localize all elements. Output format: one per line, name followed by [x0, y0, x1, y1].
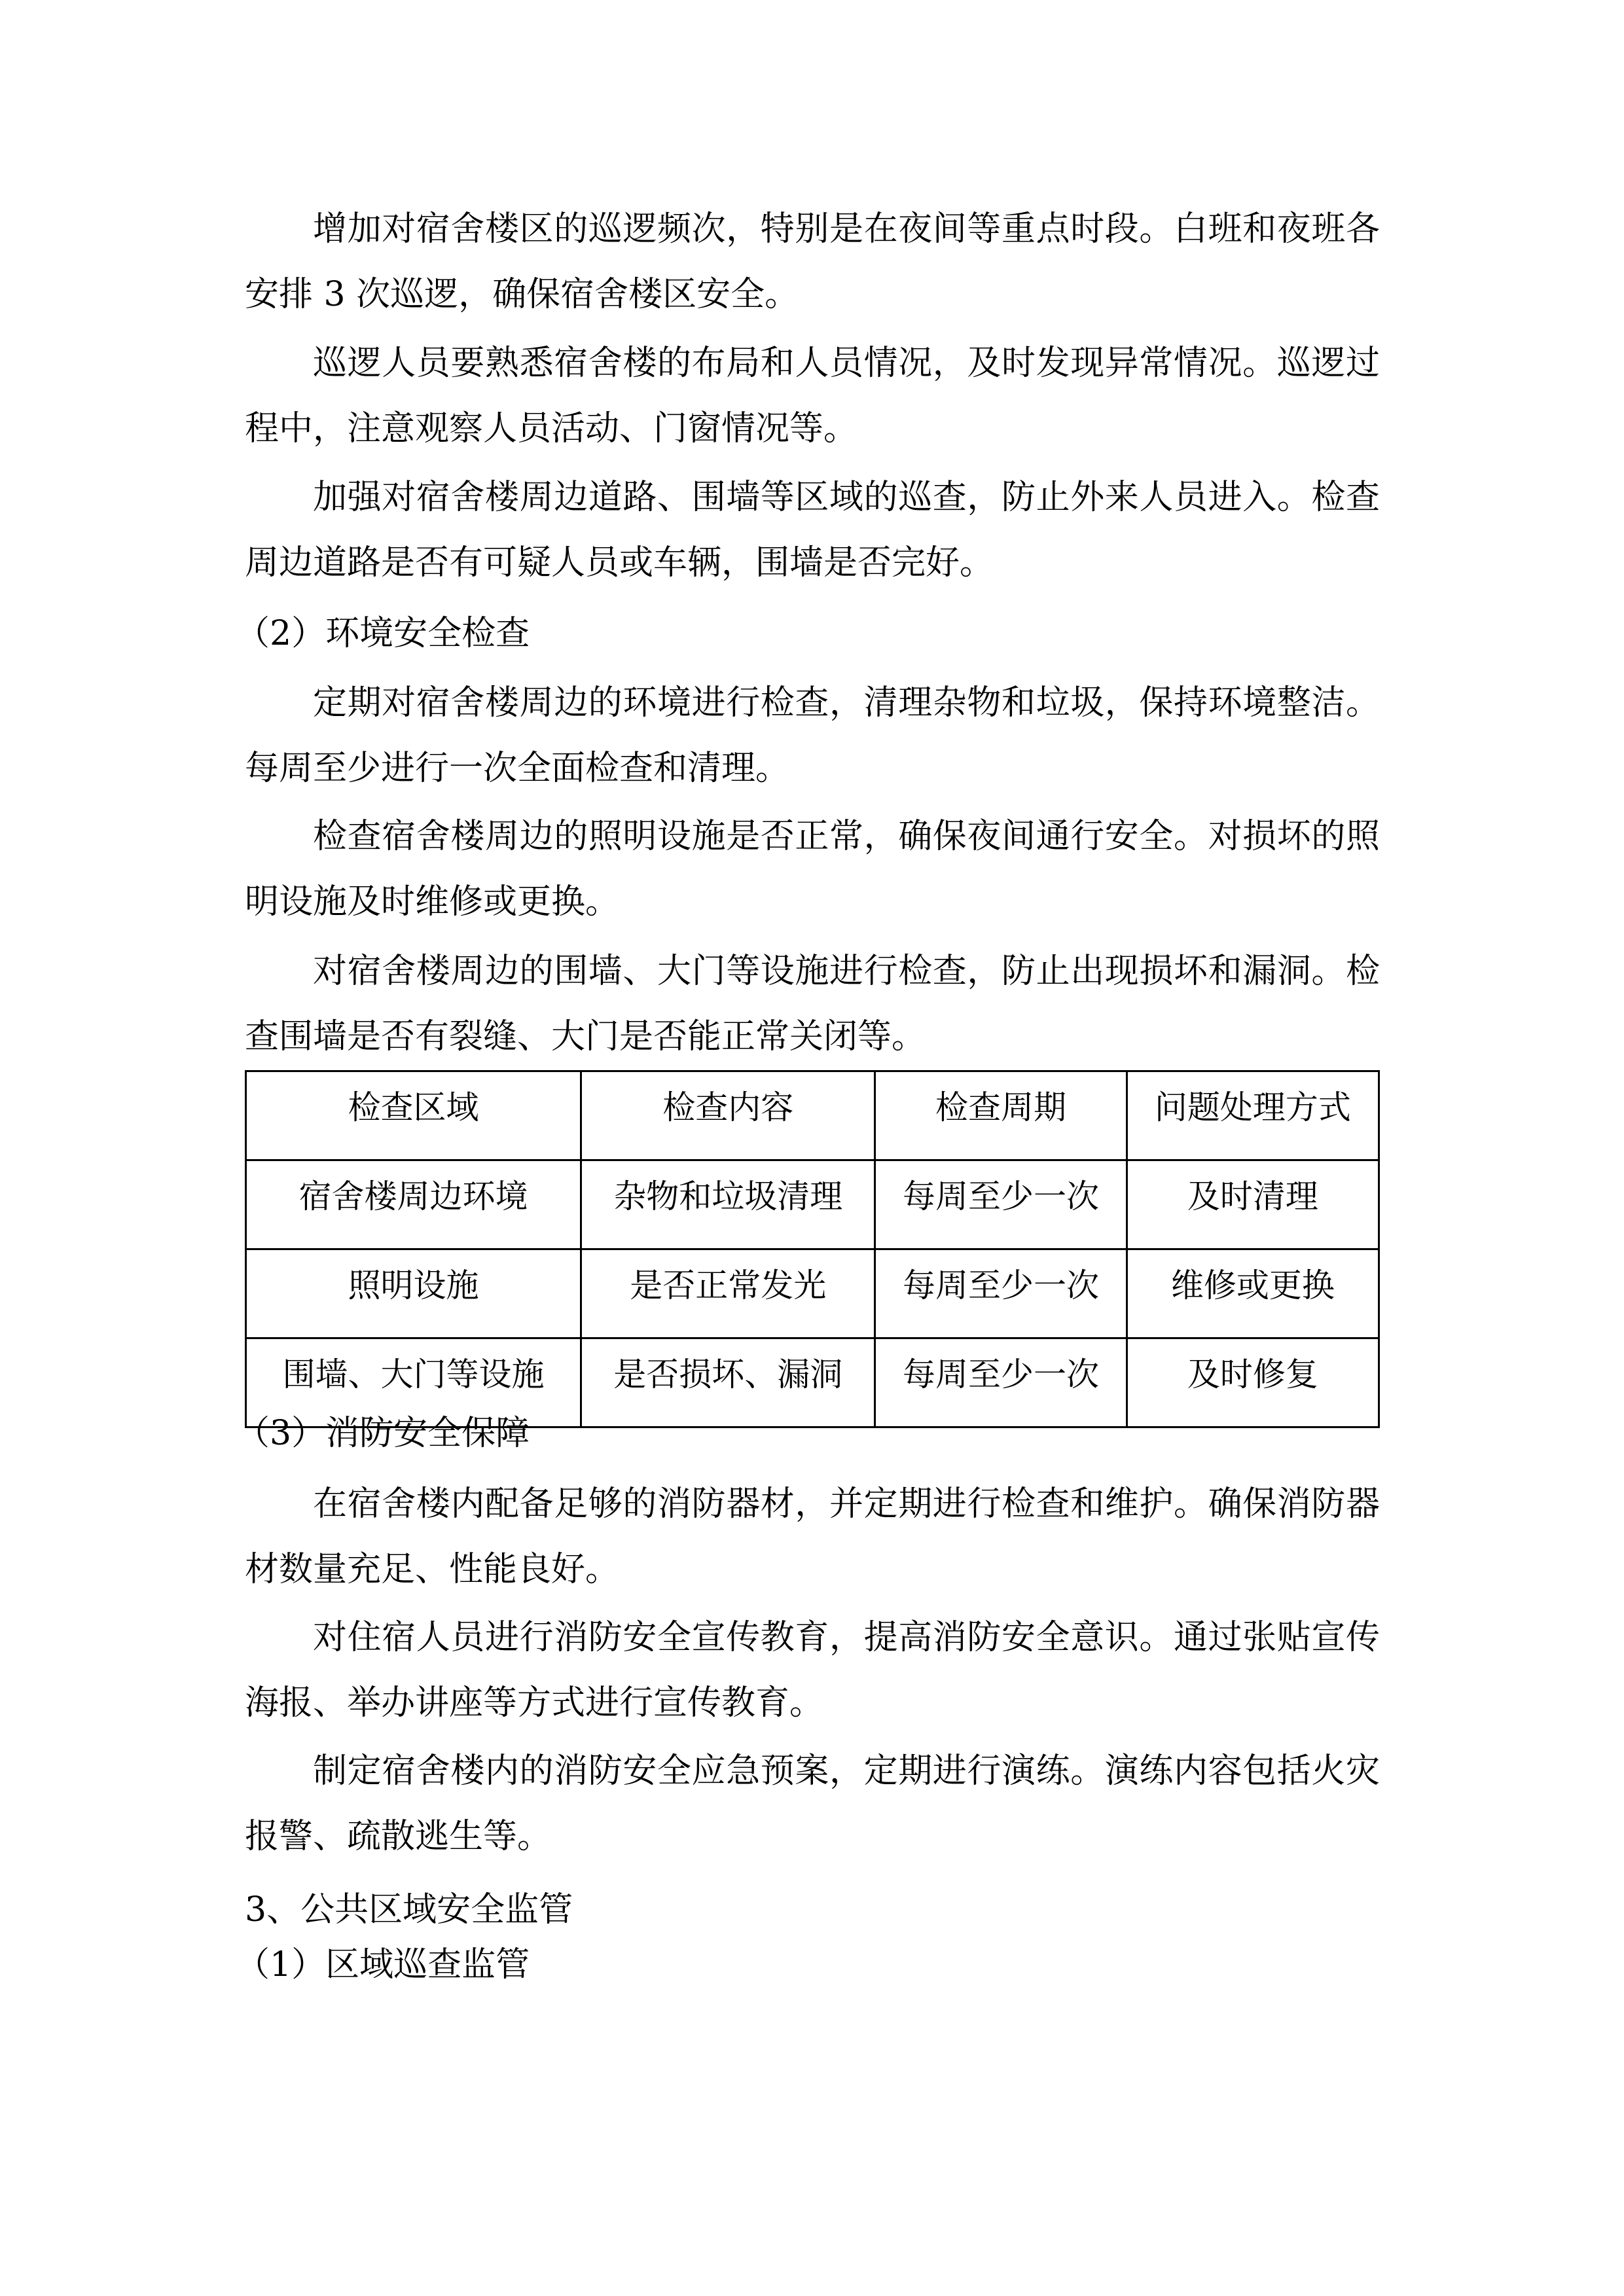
heading-environment-check: （2）环境安全检查	[236, 614, 530, 653]
table-row	[246, 1249, 1379, 1338]
table-header: 问题处理方式	[1127, 1071, 1379, 1160]
paragraph-patrol-frequency: 增加对宿舍楼区的巡逻频次，特别是在夜间等重点时段。白班和夜班各安排 3 次巡逻，确保宿舍楼区安全。	[245, 209, 1380, 314]
table-cell: 及时修复	[1127, 1338, 1379, 1427]
table-cell: 宿舍楼周边环境	[246, 1160, 581, 1249]
table-header-row	[246, 1071, 1379, 1160]
table-cell: 是否正常发光	[581, 1249, 875, 1338]
table-header: 检查区域	[246, 1071, 581, 1160]
heading-area-patrol: （1）区域巡查监管	[236, 1945, 530, 1984]
paragraph-patrol-staff: 巡逻人员要熟悉宿舍楼的布局和人员情况，及时发现异常情况。巡逻过程中，注意观察人员活动、门窗情况等。	[245, 344, 1380, 448]
paragraph-walls-gates: 对宿舍楼周边的围墙、大门等设施进行检查，防止出现损坏和漏洞。检查围墙是否有裂缝、大门是否能正常关闭等。	[245, 952, 1380, 1056]
table-cell: 是否损坏、漏洞	[581, 1338, 875, 1427]
paragraph-environment-cleaning: 定期对宿舍楼周边的环境进行检查，清理杂物和垃圾，保持环境整洁。每周至少进行一次全面检查和清理。	[245, 683, 1380, 788]
table-cell: 每周至少一次	[875, 1160, 1127, 1249]
table-cell: 围墙、大门等设施	[246, 1338, 581, 1427]
table-cell: 每周至少一次	[875, 1338, 1127, 1427]
section-heading-public-area: 3、公共区域安全监管	[245, 1890, 573, 1929]
paragraph-perimeter-check: 加强对宿舍楼周边道路、围墙等区域的巡查，防止外来人员进入。检查周边道路是否有可疑人员或车辆，围墙是否完好。	[245, 478, 1380, 583]
paragraph-lighting: 检查宿舍楼周边的照明设施是否正常，确保夜间通行安全。对损坏的照明设施及时维修或更换。	[245, 817, 1380, 922]
inspection-table	[245, 1070, 1380, 1428]
table-cell: 维修或更换	[1127, 1249, 1379, 1338]
table-cell: 杂物和垃圾清理	[581, 1160, 875, 1249]
paragraph-fire-drill: 制定宿舍楼内的消防安全应急预案，定期进行演练。演练内容包括火灾报警、疏散逃生等。	[245, 1751, 1380, 1856]
paragraph-fire-education: 对住宿人员进行消防安全宣传教育，提高消防安全意识。通过张贴宣传海报、举办讲座等方式进行宣传教育。	[245, 1618, 1380, 1723]
table-cell: 照明设施	[246, 1249, 581, 1338]
table-header: 检查周期	[875, 1071, 1127, 1160]
heading-fire-safety: （3）消防安全保障	[236, 1414, 530, 1453]
table-row	[246, 1160, 1379, 1249]
paragraph-fire-equipment: 在宿舍楼内配备足够的消防器材，并定期进行检查和维护。确保消防器材数量充足、性能良好。	[245, 1484, 1380, 1589]
table-header: 检查内容	[581, 1071, 875, 1160]
table-cell: 及时清理	[1127, 1160, 1379, 1249]
table-cell: 每周至少一次	[875, 1249, 1127, 1338]
